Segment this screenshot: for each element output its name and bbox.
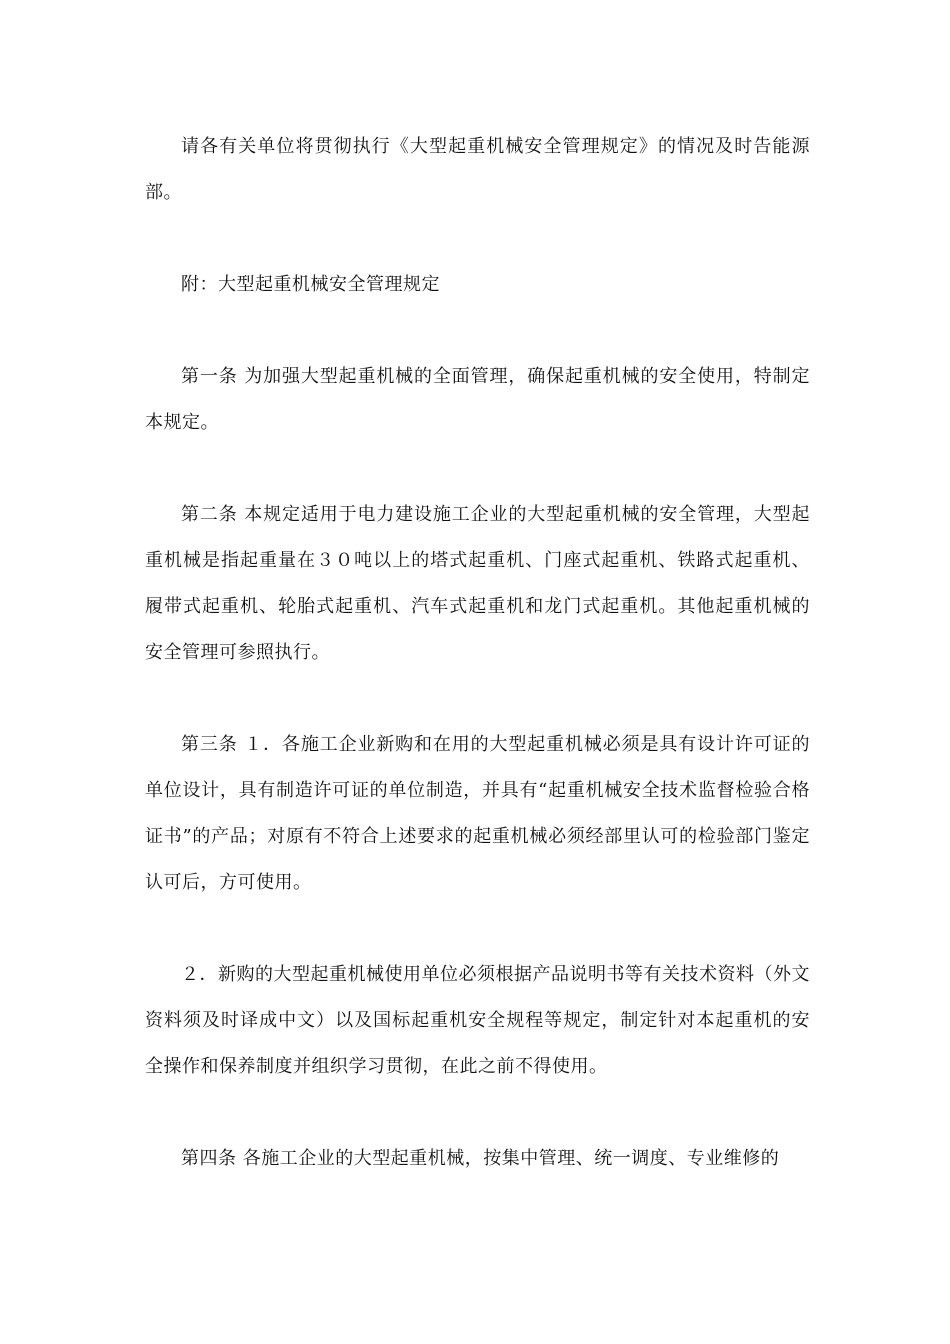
paragraph-report-request: 请各有关单位将贯彻执行《大型起重机械安全管理规定》的情况及时告能源部。 bbox=[145, 136, 810, 203]
document-body bbox=[145, 124, 810, 1182]
paragraph-article-4: 第四条 各施工企业的大型起重机械，按集中管理、统一调度、专业维修的 bbox=[181, 1148, 780, 1169]
paragraph-attachment-title: 附：大型起重机械安全管理规定 bbox=[181, 274, 440, 295]
paragraph-article-3-item-1: 第三条 １．各施工企业新购和在用的大型起重机械必须是具有设计许可证的单位设计，具有制造许可证的单位制造，并具有“起重机械安全技术监督检验合格证书”的产品；对原有不符合上述要求的起重机械必须经部里认可的检验部门鉴定认可后，方可使用。 bbox=[145, 734, 810, 893]
paragraph-article-2: 第二条 本规定适用于电力建设施工企业的大型起重机械的安全管理，大型起重机械是指起重量在３０吨以上的塔式起重机、门座式起重机、铁路式起重机、履带式起重机、轮胎式起重机、汽车式起重机和龙门式起重机。其他起重机械的安全管理可参照执行。 bbox=[145, 504, 810, 663]
paragraph-article-1: 第一条 为加强大型起重机械的全面管理，确保起重机械的安全使用，特制定本规定。 bbox=[145, 366, 810, 433]
paragraph-article-3-item-2: ２．新购的大型起重机械使用单位必须根据产品说明书等有关技术资料（外文资料须及时译成中文）以及国标起重机安全规程等规定，制定针对本起重机的安全操作和保养制度并组织学习贯彻，在此之前不得使用。 bbox=[145, 964, 810, 1077]
